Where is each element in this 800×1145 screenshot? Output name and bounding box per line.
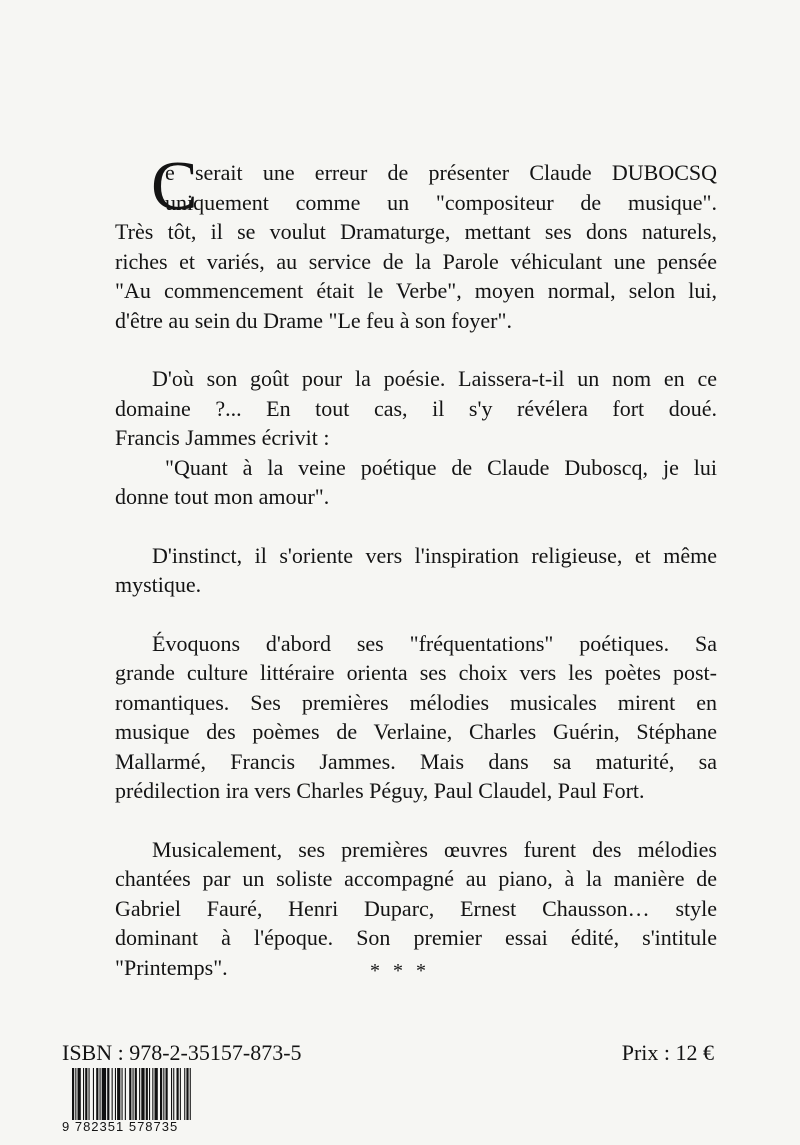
barcode-bar — [135, 1068, 137, 1120]
dropcap-letter: C — [151, 148, 198, 225]
barcode-bar — [83, 1068, 84, 1120]
barcode-bar — [133, 1068, 134, 1120]
isbn-label: ISBN : 978-2-35157-873-5 — [62, 1040, 302, 1065]
barcode-bar — [122, 1068, 123, 1120]
text-line: Gabriel Fauré, Henri Duparc, Ernest Chausson… style — [115, 895, 717, 921]
text-line: D'instinct, il s'oriente vers l'inspiration religieuse, et même — [152, 542, 717, 568]
barcode-bar — [149, 1068, 150, 1120]
barcode-bar — [102, 1068, 106, 1120]
barcode-bar — [112, 1068, 113, 1120]
price-label: Prix : 12 € — [621, 1040, 714, 1065]
barcode-bar — [186, 1068, 188, 1120]
barcode — [62, 1068, 232, 1142]
text-line: chantées par un soliste accompagné au piano, à la manière de — [115, 866, 717, 891]
barcode-bar — [85, 1068, 87, 1120]
text-line: mystique. — [115, 572, 202, 597]
barcode-bars — [72, 1068, 222, 1120]
paragraph-3 — [115, 541, 717, 600]
barcode-bar — [96, 1068, 98, 1120]
text-line: d'être au sein du Drame "Le feu à son foyer". — [115, 307, 512, 333]
barcode-bar — [155, 1068, 158, 1120]
barcode-bar — [75, 1068, 76, 1120]
barcode-bar — [129, 1068, 131, 1120]
barcode-bar — [166, 1068, 168, 1120]
text-line: Évoquons d'abord ses "fréquentations" poétiques. Sa — [152, 630, 717, 656]
barcode-bar — [163, 1068, 164, 1120]
barcode-bar — [89, 1068, 90, 1120]
barcode-bar — [115, 1068, 116, 1120]
barcode-bar — [93, 1068, 94, 1120]
text-line: "Au commencement était le Verbe", moyen normal, selon lui, — [115, 278, 717, 303]
barcode-bar — [117, 1068, 120, 1120]
text-line: "Printemps". — [115, 954, 228, 980]
text-line: D'où son goût pour la poésie. Laissera-t-il un nom en ce — [152, 366, 717, 391]
text-line: musique des poèmes de Verlaine, Charles Guérin, Stéphane — [115, 719, 717, 744]
barcode-bar — [125, 1068, 126, 1120]
text-line: riches et variés, au service de la Parole véhiculant une pensée — [115, 248, 717, 274]
quote-line: "Quant à la veine poétique de Claude Duboscq, je lui — [165, 454, 717, 480]
text-line: Musicalement, ses premières œuvres furent des mélodies — [152, 836, 717, 862]
barcode-bar — [173, 1068, 174, 1120]
barcode-bar — [72, 1068, 74, 1120]
text-line: romantiques. Ses premières mélodies musicales mirent en — [115, 689, 717, 715]
cover-text — [115, 148, 717, 1011]
barcode-bar — [152, 1068, 153, 1120]
text-line: Très tôt, il se voulut Dramaturge, mettant ses dons naturels, — [115, 219, 717, 244]
paragraph-2 — [115, 364, 717, 512]
paragraph-4 — [115, 629, 717, 806]
barcode-bar — [180, 1068, 181, 1120]
text-line: Mallarmé, Francis Jammes. Mais dans sa maturité, sa — [115, 748, 717, 774]
barcode-bar — [107, 1068, 109, 1120]
barcode-bar — [78, 1068, 81, 1120]
section-separator: * * * — [370, 960, 430, 982]
text-line: grande culture littéraire orienta ses choix vers les poètes post- — [115, 660, 717, 685]
barcode-bar — [100, 1068, 101, 1120]
quote-line: donne tout mon amour". — [115, 484, 330, 509]
barcode-bar — [160, 1068, 162, 1120]
barcode-bar — [139, 1068, 140, 1120]
text-line: e serait une erreur de présenter Claude DUBOCSQ — [165, 160, 717, 185]
text-line: dominant à l'époque. Son premier essai édité, s'intitule — [115, 925, 717, 950]
barcode-bar — [184, 1068, 185, 1120]
text-line: Francis Jammes écrivit : — [115, 425, 330, 450]
paragraph-1 — [115, 148, 717, 335]
barcode-bar — [177, 1068, 179, 1120]
barcode-bar — [190, 1068, 191, 1120]
text-line: prédilection ira vers Charles Péguy, Paul Claudel, Paul Fort. — [115, 778, 645, 803]
text-line: uniquement comme un "compositeur de musique". — [165, 189, 717, 215]
barcode-digits: 9 782351 578735 — [62, 1119, 179, 1134]
barcode-bar — [146, 1068, 148, 1120]
text-line: domaine ?... En tout cas, il s'y révélera fort doué. — [115, 395, 717, 421]
barcode-bar — [141, 1068, 144, 1120]
barcode-bar — [171, 1068, 172, 1120]
